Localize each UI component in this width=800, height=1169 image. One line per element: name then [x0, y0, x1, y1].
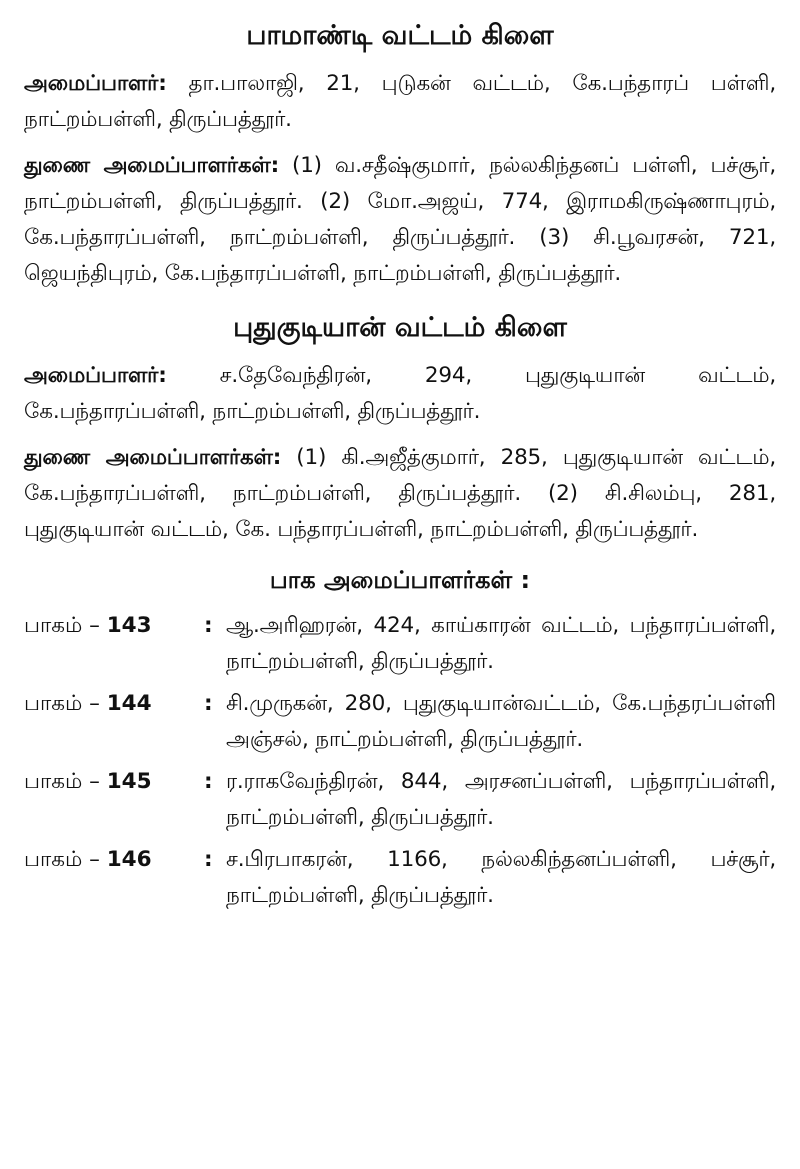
deputy-paragraph [24, 440, 776, 548]
booth-section-heading: பாக அமைப்பாளர்கள் : [269, 566, 531, 594]
booth-colon: : [204, 691, 213, 716]
deputy-text: (1) வ.சதீஷ்குமார், நல்லகிந்தனப் பள்ளி, பச்சூர், நாட்றம்பள்ளி, திருப்பத்தூர். (2) மோ.அஜய், 774, இராமகிருஷ்ணாபுரம், கே.பந்தாரப்பள்ளி, நாட்றம்பள்ளி, திருப்பத்தூர். (3) சி.பூவரசன், 721, ஜெயந்திபுரம், கே.பந்தாரப்பள்ளி, நாட்றம்பள்ளி, திருப்பத்தூர். [24, 153, 777, 286]
booth-prefix: பாகம் – [24, 613, 107, 638]
organizer-paragraph [24, 358, 776, 430]
booth-entry [24, 686, 776, 758]
booth-prefix: பாகம் – [24, 769, 107, 794]
section-heading: பாமாண்டி வட்டம் கிளை [246, 20, 554, 51]
organizer-paragraph [24, 66, 776, 138]
booth-address: சி.முருகன், 280, புதுகுடியான்வட்டம், கே.பந்தரப்பள்ளி அஞ்சல், நாட்றம்பள்ளி, திருப்பத்தூர். [226, 691, 776, 752]
booth-colon: : [204, 847, 213, 872]
booth-entry [24, 764, 776, 836]
organizer-label: அமைப்பாளர்: [24, 71, 167, 96]
booth-prefix: பாகம் – [24, 847, 107, 872]
booth-number: 146 [106, 847, 152, 872]
booth-number: 143 [106, 613, 152, 638]
booth-address: ஆ.அரிஹரன், 424, காய்காரன் வட்டம், பந்தாரப்பள்ளி, நாட்றம்பள்ளி, திருப்பத்தூர். [226, 613, 776, 674]
booth-code [24, 686, 204, 758]
deputy-text: (1) கி.அஜீத்குமார், 285, புதுகுடியான் வட்டம், கே.பந்தாரப்பள்ளி, நாட்றம்பள்ளி, திருப்பத்தூர். (2) சி.சிலம்பு, 281, புதுகுடியான் வட்டம், கே. பந்தாரப்பள்ளி, நாட்றம்பள்ளி, திருப்பத்தூர். [24, 445, 776, 542]
booth-colon: : [204, 613, 213, 638]
booth-code [24, 842, 204, 914]
booth-colon: : [204, 769, 213, 794]
organizer-label: அமைப்பாளர்: [24, 363, 167, 388]
booth-prefix: பாகம் – [24, 691, 107, 716]
booth-code [24, 764, 204, 836]
booth-code [24, 608, 204, 680]
booth-address: ச.பிரபாகரன், 1166, நல்லகிந்தனப்பள்ளி, பச்சூர், நாட்றம்பள்ளி, திருப்பத்தூர். [226, 847, 776, 908]
section-heading: புதுகுடியான் வட்டம் கிளை [233, 312, 567, 343]
booth-address: ர.ராகவேந்திரன், 844, அரசனப்பள்ளி, பந்தாரப்பள்ளி, நாட்றம்பள்ளி, திருப்பத்தூர். [226, 769, 776, 830]
deputy-label: துணை அமைப்பாளர்கள்: [24, 153, 279, 178]
deputy-paragraph [24, 148, 776, 292]
organizer-text: தா.பாலாஜி, 21, புடுகன் வட்டம், கே.பந்தாரப் பள்ளி, நாட்றம்பள்ளி, திருப்பத்தூர். [24, 71, 776, 132]
deputy-label: துணை அமைப்பாளர்கள்: [24, 445, 282, 470]
booth-number: 145 [106, 769, 152, 794]
booth-number: 144 [106, 691, 152, 716]
organizer-text: ச.தேவேந்திரன், 294, புதுகுடியான் வட்டம், கே.பந்தாரப்பள்ளி, நாட்றம்பள்ளி, திருப்பத்தூர். [24, 363, 776, 424]
booth-entry [24, 608, 776, 680]
booth-entry [24, 842, 776, 914]
